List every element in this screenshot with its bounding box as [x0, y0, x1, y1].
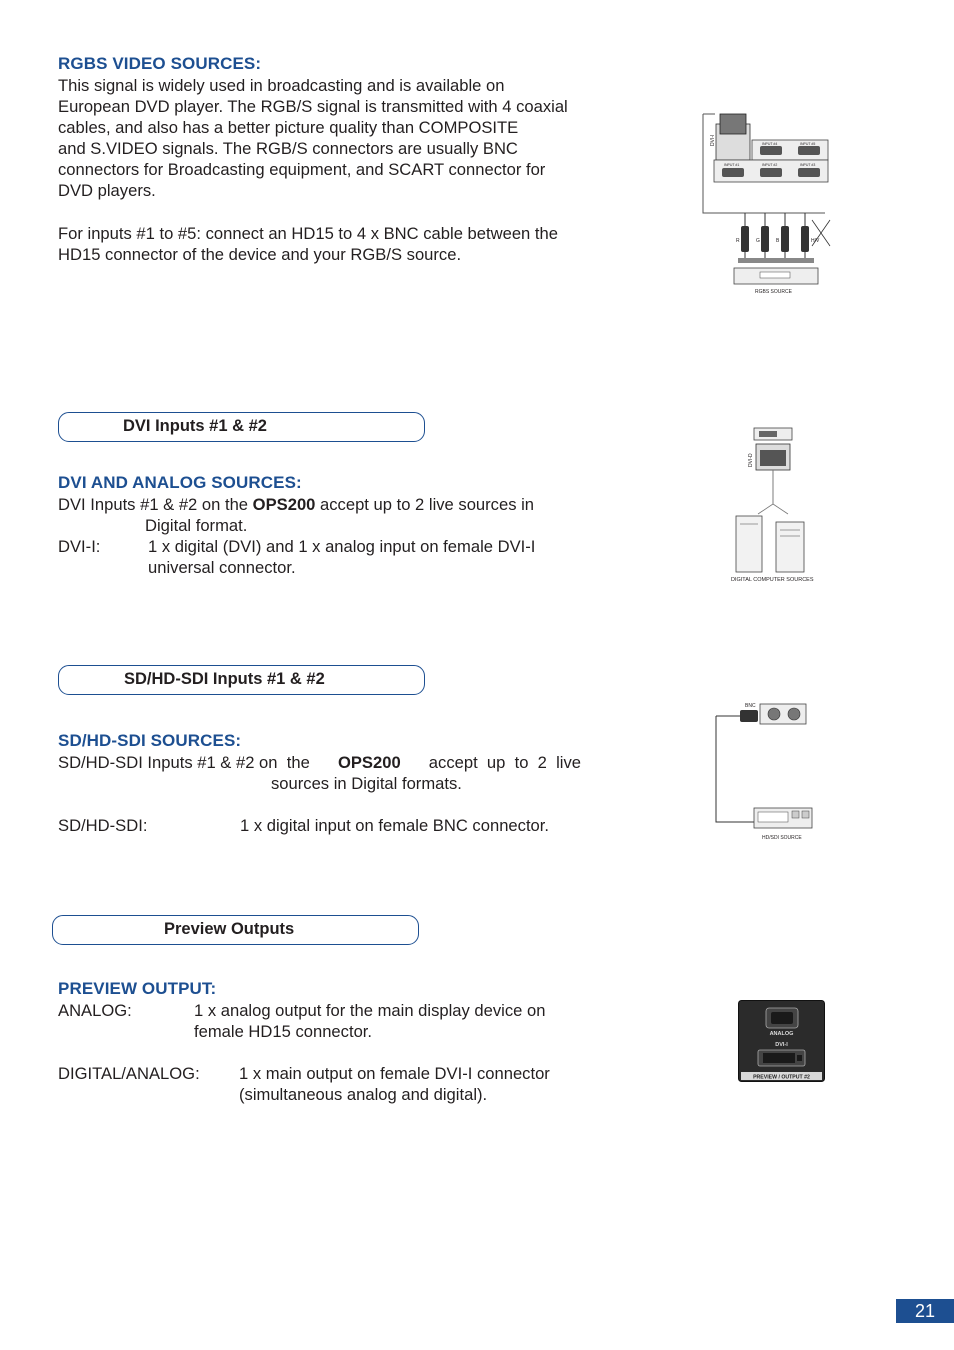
rgbs-input-label: INPUT #2 [762, 163, 778, 167]
preview-definition-line: 1 x main output on female DVI-I connector [239, 1064, 550, 1083]
preview-term-digital: DIGITAL/ANALOG: [58, 1064, 200, 1083]
dvi-heading: DVI AND ANALOG SOURCES: [58, 473, 302, 492]
preview-heading: PREVIEW OUTPUT: [58, 979, 217, 998]
sdi-bnc-label: BNC [745, 703, 756, 709]
dvi-definition-line: 1 x digital (DVI) and 1 x analog input on female DVI-I [148, 537, 536, 556]
preview-bottom-label: PREVIEW / OUTPUT #2 [753, 1074, 810, 1081]
dvi-term: DVI-I: [58, 537, 101, 556]
bnc-cables [741, 213, 830, 258]
pc-tower-left [736, 516, 762, 572]
preview-term-analog: ANALOG: [58, 1001, 132, 1020]
pc-tower-right [776, 522, 804, 572]
sdi-line2: sources in Digital formats. [271, 774, 462, 793]
section-pill-dvi-label: DVI Inputs #1 & #2 [123, 417, 267, 435]
dvi-port-label: DVI-D [748, 453, 754, 467]
section-pill-preview-label: Preview Outputs [164, 920, 295, 938]
sdi-heading: SD/HD-SDI SOURCES: [58, 731, 242, 750]
sdi-term: SD/HD-SDI: [58, 816, 148, 835]
sdi-line1-text: SD/HD-SDI Inputs #1 & #2 on the [58, 753, 310, 772]
rgbs-connect-line: HD15 connector of the device and your RGB/S source. [58, 245, 462, 264]
bnc-plug [740, 710, 758, 722]
section-pill-sdi-label: SD/HD-SDI Inputs #1 & #2 [124, 670, 325, 688]
dvi-source-label: DIGITAL COMPUTER SOURCES [731, 577, 814, 583]
dvi-definition [148, 536, 581, 578]
rgbs-line: This signal is widely used in broadcasting and is available on [58, 76, 505, 95]
sdi-definition: 1 x digital input on female BNC connector. [240, 816, 550, 835]
section-pill-dvi [58, 412, 425, 442]
page-number: 21 [896, 1299, 954, 1323]
preview-definition-analog [194, 1000, 581, 1042]
rgbs-connection-diagram [700, 108, 840, 298]
preview-analog-label: ANALOG [769, 1031, 794, 1037]
rgbs-connect-text [58, 223, 581, 265]
section-pill-preview [52, 915, 419, 945]
preview-definition-line: 1 x analog output for the main display device on [194, 1001, 546, 1020]
dvi-line1-text: DVI Inputs #1 & #2 on the [58, 495, 249, 514]
bnc-label: R [736, 238, 740, 244]
rgbs-input-label: INPUT #3 [800, 163, 816, 167]
rgbs-heading: RGBS VIDEO SOURCES: [58, 54, 262, 73]
bnc-label: B [776, 238, 780, 244]
dvi-product-name: OPS200 [252, 495, 316, 514]
rgbs-input-label: INPUT #5 [800, 142, 816, 146]
sdi-line1-rest: accept up to 2 live [428, 753, 581, 772]
sdi-source-label: HD/SDI SOURCE [762, 835, 802, 841]
rgbs-input-label: INPUT #4 [762, 142, 778, 146]
rgbs-description [58, 75, 581, 201]
dvi-line2: Digital format. [145, 516, 248, 535]
dvi-line1-rest: accept up to 2 live sources in [320, 495, 535, 514]
dvi-line1 [58, 494, 581, 515]
sdi-product-name: OPS200 [337, 753, 401, 772]
preview-definition-line: female HD15 connector. [194, 1022, 373, 1041]
sdi-connection-diagram [710, 698, 820, 844]
rgbs-port-label: DVI-I [710, 134, 716, 146]
rgbs-line: European DVD player. The RGB/S signal is transmitted with 4 coaxial [58, 97, 568, 116]
preview-definition-line: (simultaneous analog and digital). [239, 1085, 488, 1104]
rgbs-line: cables, and also has a better picture quality than COMPOSITE [58, 118, 519, 137]
preview-dvi-label: DVI-I [775, 1042, 788, 1048]
rgbs-line: and S.VIDEO signals. The RGB/S connectors are usually BNC [58, 139, 518, 158]
section-pill-sdi [58, 665, 425, 695]
preview-output-panel [738, 1000, 825, 1082]
rgbs-input-label: INPUT #1 [724, 163, 740, 167]
rgbs-connect-line: For inputs #1 to #5: connect an HD15 to 4 x BNC cable between the [58, 224, 558, 243]
sdi-line1 [58, 752, 581, 773]
preview-definition-digital [239, 1063, 581, 1105]
bnc-label: G [756, 238, 760, 244]
dvi-connection-diagram [728, 424, 818, 586]
rgbs-source-label: RGBS SOURCE [755, 289, 792, 295]
rgbs-line: connectors for Broadcasting equipment, and SCART connector for [58, 160, 546, 179]
rgbs-line: DVD players. [58, 181, 156, 200]
bnc-label: H/V [811, 238, 820, 244]
dvi-definition-line: universal connector. [148, 558, 296, 577]
